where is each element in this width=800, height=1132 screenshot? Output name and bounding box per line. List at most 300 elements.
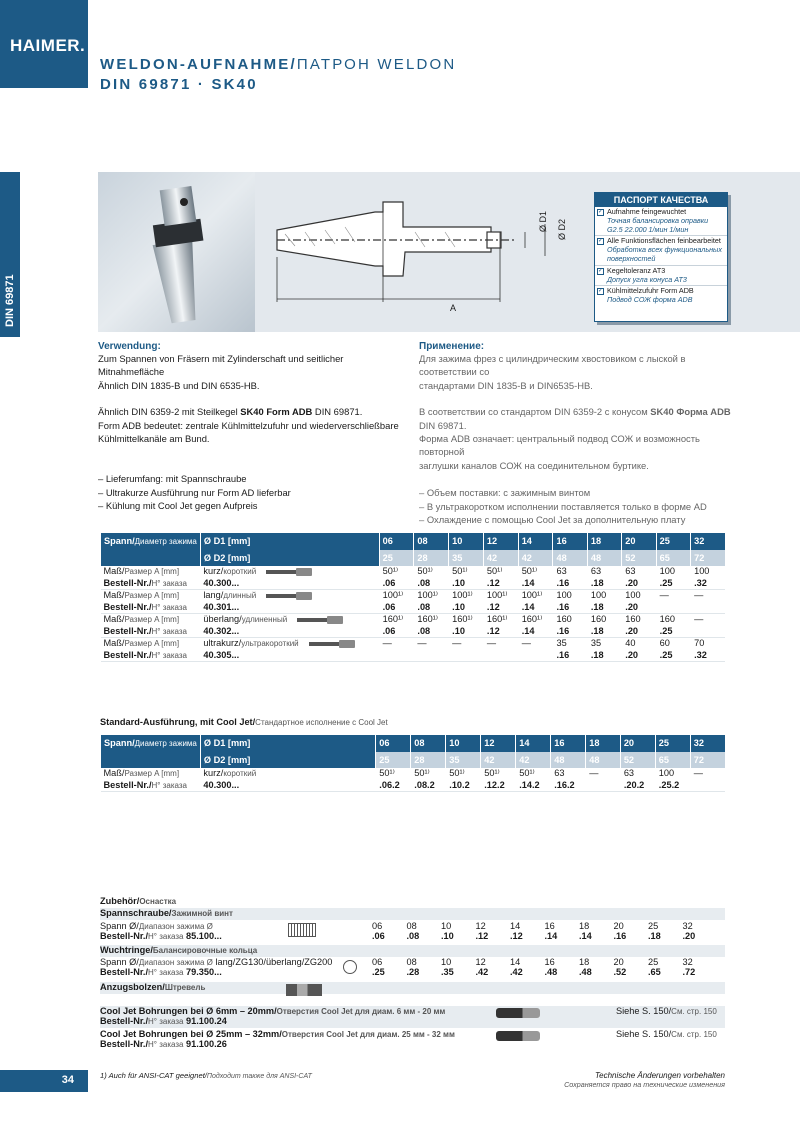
header-blank bbox=[101, 752, 201, 768]
usage-bullet: – Объем поставки: с зажимным винтом bbox=[419, 487, 591, 499]
holder-icon bbox=[264, 591, 316, 601]
order-code: .18 bbox=[590, 625, 604, 636]
dim-a: A bbox=[450, 303, 457, 313]
header-d2-value: 35 bbox=[446, 752, 481, 768]
dim-a-value: 60 bbox=[659, 638, 670, 648]
order-code: .08.2 bbox=[414, 779, 435, 790]
quality-passport bbox=[594, 192, 728, 322]
order-code: .32 bbox=[694, 649, 707, 660]
cell-value bbox=[691, 590, 725, 614]
acc-ring-data bbox=[100, 957, 725, 981]
cell-value bbox=[379, 638, 414, 662]
acc-heading-ru: Оснастка bbox=[139, 897, 177, 906]
cell-value bbox=[553, 638, 587, 662]
mass-de: Maß/ bbox=[103, 566, 125, 576]
acc-bolt-ru: Штревель bbox=[164, 983, 206, 992]
usage-text: стандартами DIN 1835-B и DIN6535-HB. bbox=[419, 379, 593, 391]
side-tab-label: DIN 69871 bbox=[4, 274, 16, 327]
cell-value bbox=[656, 566, 690, 590]
dim-a-value: 160¹⁾ bbox=[382, 614, 404, 624]
cell-value bbox=[553, 566, 587, 590]
order-code: .18 bbox=[590, 601, 604, 612]
dim-a-value: — bbox=[694, 614, 704, 624]
acc-diameter: 12 bbox=[475, 957, 486, 967]
header-row-d1 bbox=[101, 533, 726, 550]
header-d2-value: 42 bbox=[481, 752, 516, 768]
ref-de: Siehe S. 150/ bbox=[616, 1029, 672, 1039]
dim-a-value: 50¹⁾ bbox=[449, 768, 465, 778]
dim-a-value: 160 bbox=[590, 614, 607, 624]
header-d1-value: 20 bbox=[620, 735, 655, 752]
acc-col bbox=[510, 957, 544, 977]
cell-value bbox=[656, 614, 690, 638]
spec-table bbox=[100, 533, 725, 662]
order-code: .06.2 bbox=[379, 779, 400, 790]
mass-ru: Размер A [mm] bbox=[124, 769, 180, 778]
qp-item bbox=[595, 236, 727, 265]
cell-value bbox=[586, 768, 621, 792]
acc-col bbox=[372, 921, 406, 941]
order-label-ru: Н° заказа bbox=[148, 968, 184, 977]
cell-value bbox=[622, 590, 656, 614]
title-ru: ПАТРОН WELDON bbox=[296, 56, 457, 73]
acc-heading-row bbox=[100, 896, 725, 906]
tool-holder-image bbox=[98, 172, 255, 332]
header-d1-value: 14 bbox=[516, 735, 551, 752]
acc-diameter: 20 bbox=[613, 957, 624, 967]
dim-a-value: 50¹⁾ bbox=[486, 566, 503, 576]
title-de: WELDON-AUFNAHME/ bbox=[100, 56, 297, 73]
acc-col bbox=[683, 957, 717, 977]
order-code: .16 bbox=[556, 649, 570, 660]
acc-col bbox=[372, 957, 406, 977]
header-label bbox=[101, 735, 201, 752]
acc-code: .25 bbox=[372, 967, 385, 977]
footnote bbox=[100, 1071, 312, 1080]
dim-a-value: 160 bbox=[659, 614, 676, 624]
header-d1-value: 08 bbox=[411, 735, 446, 752]
type-de: lang/ bbox=[203, 590, 224, 600]
acc-col bbox=[476, 957, 510, 977]
ref-de: Siehe S. 150/ bbox=[616, 1006, 672, 1016]
header-d1-value: 06 bbox=[379, 533, 414, 550]
row-label bbox=[101, 566, 201, 590]
dim-a-value: — bbox=[659, 590, 669, 600]
acc-code: .48 bbox=[544, 967, 558, 977]
cooljet-table bbox=[100, 735, 725, 792]
usage-heading-de: Verwendung: bbox=[98, 341, 161, 352]
usage-bullet: – Lieferumfang: mit Spannschraube bbox=[98, 473, 247, 485]
order-number: 40.305... bbox=[203, 649, 240, 660]
usage-text bbox=[98, 405, 408, 418]
dim-a-value: 100 bbox=[625, 590, 641, 600]
cell-value bbox=[483, 590, 518, 614]
dim-a-value: 63 bbox=[623, 768, 635, 778]
dim-a-value: — bbox=[693, 768, 703, 778]
acc-range-de: Spann Ø/ bbox=[100, 921, 139, 931]
dim-a-value: 160 bbox=[625, 614, 641, 624]
acc-diameter: 32 bbox=[682, 921, 693, 931]
checkbox-icon: ✓ bbox=[598, 267, 604, 274]
header-d2-value: 65 bbox=[656, 550, 690, 566]
dim-a-value: 50¹⁾ bbox=[521, 566, 538, 576]
header-d2-value: 72 bbox=[691, 550, 725, 566]
dim-a-value: 63 bbox=[590, 566, 602, 576]
acc-ring-row bbox=[100, 945, 725, 957]
row-label bbox=[101, 614, 201, 638]
table2-title-de: Standard-Ausführung, mit Cool Jet/ bbox=[100, 717, 256, 727]
dim-a-value: 160¹⁾ bbox=[417, 614, 439, 624]
acc-code: .72 bbox=[682, 967, 696, 977]
row-type bbox=[200, 566, 379, 590]
usage-text: Ähnlich DIN 1835-B und DIN 6535-HB. bbox=[98, 379, 260, 391]
type-de: ultrakurz/ bbox=[203, 638, 242, 648]
row-type bbox=[200, 614, 379, 638]
acc-range-de: Spann Ø/ bbox=[100, 957, 139, 967]
header-d1: Ø D1 [mm] bbox=[200, 533, 379, 550]
order-code: .25.2 bbox=[658, 779, 680, 790]
acc-code: .14 bbox=[544, 931, 558, 941]
type-ru: короткий bbox=[223, 567, 257, 576]
type-de: überlang/ bbox=[203, 614, 242, 624]
acc-col bbox=[545, 921, 579, 941]
order-code: .18 bbox=[590, 577, 604, 588]
holder-icon bbox=[307, 639, 359, 649]
usage-text: Form ADB bedeutet: zentrale Kühlmittelzufuhr und wiederverschließbare bbox=[98, 419, 399, 431]
header-ru: Диаметр зажима bbox=[134, 739, 197, 748]
dim-a-value: 100¹⁾ bbox=[521, 590, 543, 600]
qp-item bbox=[595, 207, 727, 236]
dim-a-value: 63 bbox=[625, 566, 636, 576]
mass-ru: Размер A [mm] bbox=[124, 591, 180, 600]
acc-code: .16 bbox=[613, 931, 627, 941]
order-label: Bestell-Nr./ bbox=[100, 1016, 148, 1026]
acc-diameter: 18 bbox=[579, 957, 590, 967]
order-code: .08 bbox=[417, 625, 431, 636]
order-label-ru: Н° заказа bbox=[148, 1017, 184, 1026]
mass-ru: Размер A [mm] bbox=[124, 567, 180, 576]
type-ru: длинный bbox=[223, 591, 257, 600]
acc-ring-ru: Балансировочные кольца bbox=[152, 946, 258, 955]
order-code: .20 bbox=[625, 601, 639, 612]
acc-ring-order: 79.350... bbox=[186, 967, 222, 977]
table-row bbox=[101, 768, 726, 792]
type-ru: короткий bbox=[223, 769, 257, 778]
cool-jet-icon bbox=[496, 1008, 540, 1018]
acc-code: .12 bbox=[475, 931, 489, 941]
cell-value bbox=[587, 590, 621, 614]
dim-a-value: 100¹⁾ bbox=[382, 590, 404, 600]
cell-value bbox=[483, 614, 518, 638]
acc-heading-de: Zubehör/ bbox=[100, 896, 140, 906]
cell-value bbox=[449, 590, 484, 614]
usage-text: DIN 69871. bbox=[419, 419, 467, 431]
page-subtitle: DIN 69871 · SK40 bbox=[100, 76, 258, 93]
usage-bullet: – Охлаждение с помощью Cool Jet за дополнительную плату bbox=[419, 514, 686, 526]
cell-value bbox=[449, 566, 484, 590]
order-label: Bestell-Nr./ bbox=[103, 601, 152, 612]
order-code: .20 bbox=[625, 649, 639, 660]
order-code: .08 bbox=[417, 577, 431, 588]
order-label-ru: Н° заказа bbox=[148, 1040, 184, 1049]
usage-fragment: DIN 69871. bbox=[312, 406, 363, 418]
order-label-ru: Н° заказа bbox=[151, 780, 187, 790]
type-ru: ультракороткий bbox=[241, 639, 299, 648]
usage-heading-ru: Применение: bbox=[419, 341, 485, 352]
acc-diameter: 06 bbox=[372, 921, 383, 931]
page-number: 34 bbox=[0, 1070, 88, 1092]
header-d1-value: 25 bbox=[656, 533, 690, 550]
dim-a-value: 50¹⁾ bbox=[519, 768, 535, 778]
qp-ru: Допуск угла конуса AT3 bbox=[607, 274, 687, 284]
acc-diameter: 25 bbox=[648, 921, 659, 931]
cell-value bbox=[411, 768, 446, 792]
acc-cj2-order: 91.100.26 bbox=[186, 1039, 227, 1049]
acc-diameter: 32 bbox=[682, 957, 693, 967]
acc-diameter: 06 bbox=[372, 957, 383, 967]
table-row bbox=[101, 566, 726, 590]
header-d2: Ø D2 [mm] bbox=[200, 752, 375, 768]
dim-a-value: 100 bbox=[658, 768, 675, 778]
header-d2-value: 72 bbox=[690, 752, 725, 768]
cell-value bbox=[414, 614, 449, 638]
order-code: .16.2 bbox=[554, 779, 575, 790]
header-d1-value: 10 bbox=[446, 735, 481, 752]
row-type bbox=[200, 638, 379, 662]
acc-diameter: 25 bbox=[648, 957, 659, 967]
cell-value bbox=[481, 768, 516, 792]
cell-value bbox=[449, 614, 484, 638]
acc-screw-ru: Зажимной винт bbox=[171, 909, 233, 918]
header-d2-value: 48 bbox=[553, 550, 587, 566]
cell-value bbox=[379, 566, 414, 590]
order-code: .32 bbox=[694, 577, 707, 588]
qp-de: Aufnahme feingewuchtet bbox=[607, 207, 687, 216]
cell-value bbox=[518, 566, 553, 590]
dim-a-value: 63 bbox=[556, 566, 567, 576]
acc-diameter: 14 bbox=[510, 957, 521, 967]
type-ru: удлиненный bbox=[241, 615, 288, 624]
acc-cj1-de: Cool Jet Bohrungen bei Ø 6mm – 20mm/ bbox=[100, 1006, 277, 1016]
mass-ru: Размер A [mm] bbox=[124, 639, 180, 648]
header-de: Spann/ bbox=[104, 536, 135, 546]
cell-value bbox=[553, 590, 587, 614]
usage-fragment: В соответствии со стандартом DIN 6359-2 с конусом bbox=[419, 406, 651, 418]
checkbox-icon: ✓ bbox=[598, 288, 604, 295]
header-ru: Диаметр зажима bbox=[134, 537, 197, 546]
header-d1-value: 18 bbox=[586, 735, 621, 752]
usage-bullet: – Ultrakurze Ausführung nur Form AD lieferbar bbox=[98, 486, 291, 498]
dim-a-value: 100¹⁾ bbox=[417, 590, 439, 600]
usage-text: Для зажима фрез с цилиндрическим хвостовиком с лыской в соответствии со bbox=[419, 353, 686, 378]
cell-value bbox=[622, 638, 656, 662]
acc-diameter: 10 bbox=[441, 957, 452, 967]
acc-code: .10 bbox=[441, 931, 454, 941]
cell-value bbox=[446, 768, 481, 792]
cell-value bbox=[414, 638, 449, 662]
order-code: .16 bbox=[556, 601, 570, 612]
acc-col bbox=[683, 921, 717, 941]
cell-value bbox=[414, 590, 449, 614]
order-code: .16 bbox=[556, 577, 570, 588]
header-d1-value: 12 bbox=[483, 533, 518, 550]
cell-value bbox=[691, 638, 725, 662]
order-code: .20 bbox=[625, 625, 639, 636]
table2-title bbox=[100, 717, 388, 727]
dim-a-value: 100¹⁾ bbox=[486, 590, 508, 600]
usage-fragment: Ähnlich DIN 6359-2 mit Steilkegel bbox=[98, 406, 241, 418]
order-label-ru: Н° заказа bbox=[151, 650, 187, 660]
dim-a-value: 100 bbox=[659, 566, 676, 576]
dim-a-value: — bbox=[452, 638, 462, 648]
header-d2-value: 35 bbox=[449, 550, 484, 566]
order-code: .25 bbox=[659, 625, 673, 636]
acc-code: .08 bbox=[406, 931, 420, 941]
footer-right bbox=[564, 1071, 725, 1089]
cell-value bbox=[483, 566, 518, 590]
acc-screw-order: 85.100... bbox=[186, 931, 222, 941]
cool-jet-icon bbox=[496, 1031, 540, 1041]
dim-a-value: 35 bbox=[556, 638, 567, 648]
footer-right-ru: Сохраняется право на технические изменения bbox=[564, 1080, 725, 1089]
pull-stud-icon bbox=[286, 984, 322, 996]
order-label-ru: Н° заказа bbox=[148, 932, 184, 941]
order-label: Bestell-Nr./ bbox=[100, 967, 148, 977]
qp-de: Kegeltoleranz AT3 bbox=[607, 265, 666, 275]
dim-a-value: — bbox=[589, 768, 599, 778]
order-label: Bestell-Nr./ bbox=[103, 779, 152, 790]
header-blank bbox=[101, 550, 201, 566]
header-d2-value: 42 bbox=[483, 550, 518, 566]
haimer-logo: HAIMER. bbox=[0, 0, 88, 88]
acc-diameter: 20 bbox=[613, 921, 624, 931]
order-code: .06 bbox=[382, 625, 396, 636]
cell-value bbox=[587, 566, 621, 590]
order-code: .10 bbox=[452, 625, 465, 636]
acc-code: .12 bbox=[510, 931, 523, 941]
holder-icon bbox=[295, 615, 347, 625]
dim-a-value: — bbox=[417, 638, 427, 648]
acc-cj1-ru: Отверстия Cool Jet для диам. 6 мм - 20 мм bbox=[276, 1007, 446, 1016]
qp-item bbox=[595, 286, 727, 306]
dim-a-value: 50¹⁾ bbox=[382, 566, 399, 576]
header-d2-value: 25 bbox=[376, 752, 411, 768]
header-d1-value: 18 bbox=[587, 533, 621, 550]
order-code: .14.2 bbox=[519, 779, 540, 790]
dim-a-value: 35 bbox=[590, 638, 602, 648]
cell-value bbox=[691, 566, 725, 590]
acc-diameter: 16 bbox=[544, 957, 555, 967]
header-d1-value: 32 bbox=[690, 735, 725, 752]
cell-value bbox=[518, 638, 553, 662]
dim-a-value: — bbox=[521, 638, 531, 648]
order-code: .12 bbox=[486, 625, 500, 636]
acc-code: .52 bbox=[613, 967, 627, 977]
quality-passport-heading: ПАСПОРТ КАЧЕСТВА bbox=[595, 193, 727, 207]
dim-a-value: — bbox=[694, 590, 704, 600]
dim-a-value: 100¹⁾ bbox=[452, 590, 473, 600]
acc-diameter: 18 bbox=[579, 921, 590, 931]
acc-code: .48 bbox=[579, 967, 592, 977]
acc-col bbox=[545, 957, 579, 977]
footnote-de: 1) Auch für ANSI-CAT geeignet/ bbox=[100, 1071, 207, 1080]
table2-title-ru: Стандартное исполнение с Cool Jet bbox=[255, 718, 388, 727]
header-d1: Ø D1 [mm] bbox=[200, 735, 375, 752]
cell-value bbox=[414, 566, 449, 590]
acc-col bbox=[407, 921, 441, 941]
dim-a-value: 160¹⁾ bbox=[521, 614, 543, 624]
usage-ru bbox=[419, 341, 739, 526]
dim-a-value: 100 bbox=[590, 590, 607, 600]
cell-value bbox=[622, 614, 656, 638]
acc-col bbox=[510, 921, 544, 941]
qp-item bbox=[595, 266, 727, 287]
header-d2-value: 65 bbox=[655, 752, 690, 768]
acc-code: .35 bbox=[441, 967, 454, 977]
mass-de: Maß/ bbox=[103, 614, 125, 624]
order-code: .14 bbox=[521, 625, 535, 636]
acc-col bbox=[407, 957, 441, 977]
header-d2-value: 48 bbox=[551, 752, 586, 768]
order-code: .14 bbox=[521, 577, 535, 588]
row-label bbox=[101, 638, 201, 662]
acc-cj1-ref bbox=[616, 1006, 717, 1016]
acc-diameter: 10 bbox=[441, 921, 452, 931]
cell-value bbox=[518, 590, 553, 614]
screw-icon bbox=[288, 923, 316, 937]
acc-col bbox=[441, 957, 475, 977]
order-label: Bestell-Nr./ bbox=[100, 931, 148, 941]
dim-a-value: 70 bbox=[694, 638, 705, 648]
dim-a-value: 160¹⁾ bbox=[452, 614, 473, 624]
dim-a-value: 100 bbox=[556, 590, 572, 600]
order-number: 40.300... bbox=[203, 577, 240, 588]
acc-diameter: 08 bbox=[406, 957, 417, 967]
acc-code: .14 bbox=[579, 931, 592, 941]
header-d1-value: 16 bbox=[553, 533, 587, 550]
order-label: Bestell-Nr./ bbox=[103, 577, 152, 588]
cell-value bbox=[376, 768, 411, 792]
dim-a-value: 63 bbox=[554, 768, 565, 778]
dim-d2: Ø D2 bbox=[557, 218, 567, 240]
header-d2-value: 28 bbox=[414, 550, 449, 566]
header-d2-value: 25 bbox=[379, 550, 414, 566]
mass-de: Maß/ bbox=[103, 768, 125, 778]
cell-value bbox=[622, 566, 656, 590]
checkbox-icon: ✓ bbox=[598, 238, 604, 245]
qp-ru: Точная балансировка оправки G2.5 22.000 1/мин 1/мин bbox=[607, 215, 709, 234]
order-label-ru: Н° заказа bbox=[151, 602, 187, 612]
acc-code: .18 bbox=[648, 931, 661, 941]
usage-bold: SK40 Форма ADB bbox=[650, 406, 731, 418]
order-code: .10.2 bbox=[449, 779, 470, 790]
usage-text bbox=[419, 405, 739, 418]
dim-a-value: 50¹⁾ bbox=[484, 768, 500, 778]
acc-code: .06 bbox=[372, 931, 385, 941]
checkbox-icon: ✓ bbox=[598, 209, 604, 215]
acc-col bbox=[579, 957, 613, 977]
type-de: kurz/ bbox=[203, 768, 224, 778]
order-code: .20.2 bbox=[623, 779, 645, 790]
acc-col bbox=[614, 957, 648, 977]
order-code: .06 bbox=[382, 601, 396, 612]
dim-a-value: 160 bbox=[556, 614, 572, 624]
usage-text: Zum Spannen von Fräsern mit Zylinderschaft und seitlicher Mitnahmefläche bbox=[98, 353, 344, 378]
acc-code: .42 bbox=[475, 967, 489, 977]
dim-d1: Ø D1 bbox=[538, 210, 548, 232]
acc-cj1-order: 91.100.24 bbox=[186, 1016, 227, 1026]
order-label-ru: Н° заказа bbox=[151, 626, 187, 636]
